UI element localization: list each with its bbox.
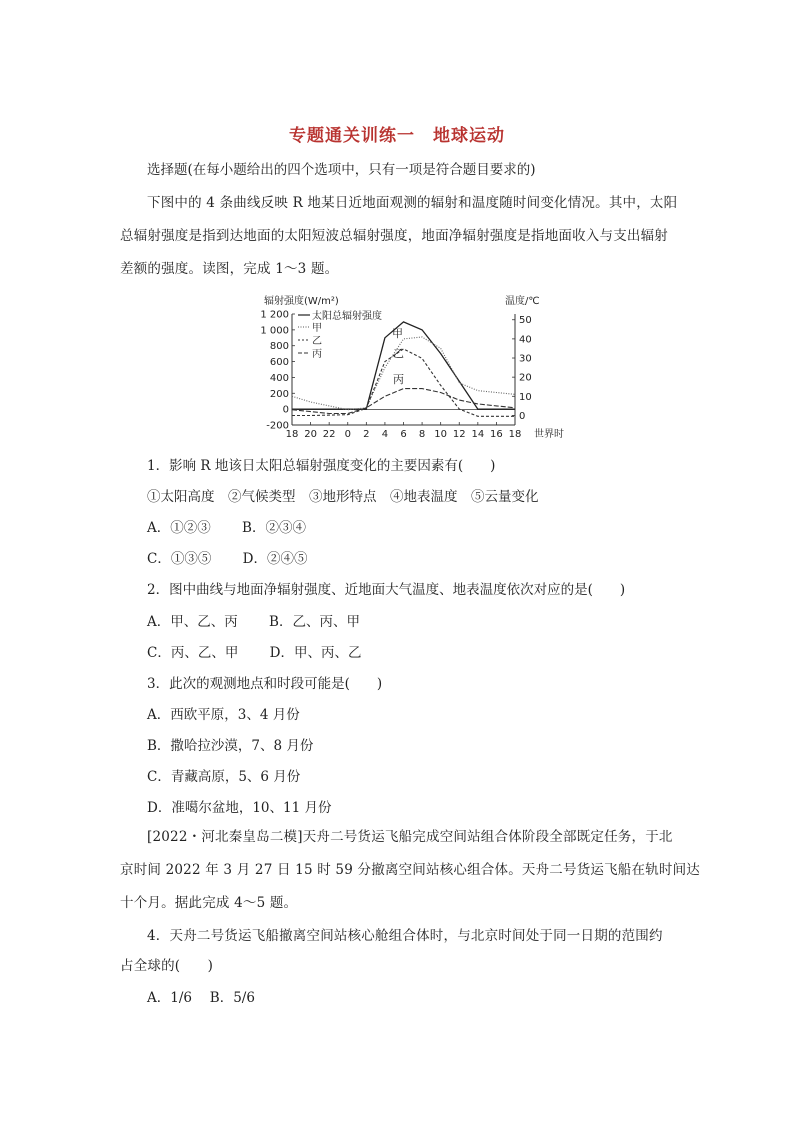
passage2-line-2: 京时间 2022 年 3 月 27 日 15 时 59 分撤离空间站核心组合体。天舟二号货运飞船在轨时间达 <box>120 862 700 878</box>
x-tick-label: 20 <box>304 429 317 440</box>
q1-items: ①太阳高度 ②气候类型 ③地形特点 ④地表温度 ⑤云量变化 <box>147 489 539 505</box>
legend-label-jia: 甲 <box>312 323 322 334</box>
intro-line-2: 总辐射强度是指到达地面的太阳短波总辐射强度，地面净辐射强度是指地面收入与支出辐射 <box>120 228 668 244</box>
x-tick-label: 4 <box>381 429 389 440</box>
legend-label-yi: 乙 <box>312 336 322 347</box>
q3-option-b[interactable]: B．撒哈拉沙漠，7、8 月份 <box>147 738 314 754</box>
y-left-tick-label: 600 <box>269 357 289 369</box>
y-left-tick-label: 800 <box>269 341 289 353</box>
y-right-tick-label: 10 <box>519 391 532 403</box>
intro-line-3: 差额的强度。读图，完成 1～3 题。 <box>120 261 339 277</box>
y-right-tick-label: 30 <box>519 353 532 365</box>
intro-line-1: 下图中的 4 条曲线反映 R 地某日近地面观测的辐射和温度随时间变化情况。其中，太阳 <box>147 195 678 211</box>
legend-label-solar: 太阳总辐射强度 <box>312 311 382 322</box>
q3-option-a[interactable]: A．西欧平原，3、4 月份 <box>147 707 300 723</box>
x-tick-label: 16 <box>490 429 503 440</box>
q4-stem-line-1: 4．天舟二号货运飞船撤离空间站核心舱组合体时，与北京时间处于同一日期的范围约 <box>147 928 663 944</box>
section-instructions: 选择题(在每小题给出的四个选项中，只有一项是符合题目要求的) <box>147 162 536 178</box>
passage2-line-3: 十个月。据此完成 4～5 题。 <box>120 895 298 911</box>
q4-options[interactable]: A．1/6 B．5/6 <box>147 990 255 1006</box>
y-left-tick-label: 1 000 <box>260 325 289 337</box>
x-tick-label: 12 <box>452 429 466 440</box>
x-axis-label: 世界时 <box>534 429 564 440</box>
y-right-tick-label: 40 <box>519 334 532 346</box>
curve-label-jia: 甲 <box>392 327 403 340</box>
y-left-axis-label: 辐射强度(W/m²) <box>264 296 339 307</box>
q3-option-d[interactable]: D．准噶尔盆地，10、11 月份 <box>147 800 332 816</box>
curve-label-yi: 乙 <box>393 347 404 360</box>
x-tick-label: 18 <box>285 429 299 440</box>
y-left-ticks <box>260 310 295 432</box>
q2-stem: 2．图中曲线与地面净辐射强度、近地面大气温度、地表温度依次对应的是( ) <box>147 582 626 598</box>
x-tick-label: 18 <box>508 429 522 440</box>
q1-stem: 1．影响 R 地该日太阳总辐射强度变化的主要因素有( ) <box>147 458 496 474</box>
x-tick-label: 14 <box>471 429 485 440</box>
series-line-0 <box>292 322 515 409</box>
y-right-tick-label: 50 <box>519 315 532 327</box>
q1-option-row-2[interactable]: C．①③⑤ D．②④⑤ <box>147 551 308 567</box>
y-right-tick-label: 0 <box>519 410 526 422</box>
passage2-line-1: [2022・河北秦皇岛二模]天舟二号货运飞船完成空间站组合体阶段全部既定任务，于北 <box>147 829 673 845</box>
y-left-tick-label: 1 200 <box>260 309 289 321</box>
q1-option-row-1[interactable]: A．①②③ B．②③④ <box>147 520 306 536</box>
legend-label-bing: 丙 <box>312 349 322 360</box>
y-right-axis-label: 温度/℃ <box>505 296 540 307</box>
y-right-tick-label: 20 <box>519 372 532 384</box>
curve-label-bing: 丙 <box>393 373 404 386</box>
x-tick-label: 2 <box>363 429 370 440</box>
y-left-tick-label: -200 <box>266 420 289 432</box>
q3-stem: 3．此次的观测地点和时段可能是( ) <box>147 676 383 692</box>
y-left-tick-label: 200 <box>269 388 289 400</box>
y-left-tick-label: 400 <box>269 372 289 384</box>
chart-curves <box>292 322 515 416</box>
q3-option-c[interactable]: C．青藏高原，5、6 月份 <box>147 769 301 785</box>
q4-stem-line-2: 占全球的( ) <box>120 958 214 974</box>
x-tick-label: 0 <box>344 429 351 440</box>
x-tick-label: 22 <box>322 429 336 440</box>
x-tick-label: 10 <box>434 429 448 440</box>
x-tick-label: 6 <box>400 429 407 440</box>
chart-legend <box>298 309 382 360</box>
q2-option-row-1[interactable]: A．甲、乙、丙 B．乙、丙、甲 <box>147 614 360 630</box>
x-tick-label: 8 <box>418 429 426 440</box>
y-left-tick-label: 0 <box>282 404 289 416</box>
radiation-temperature-chart <box>250 286 570 441</box>
page-title: 专题通关训练一 地球运动 <box>289 126 505 146</box>
q2-option-row-2[interactable]: C．丙、乙、甲 D．甲、丙、乙 <box>147 645 362 661</box>
